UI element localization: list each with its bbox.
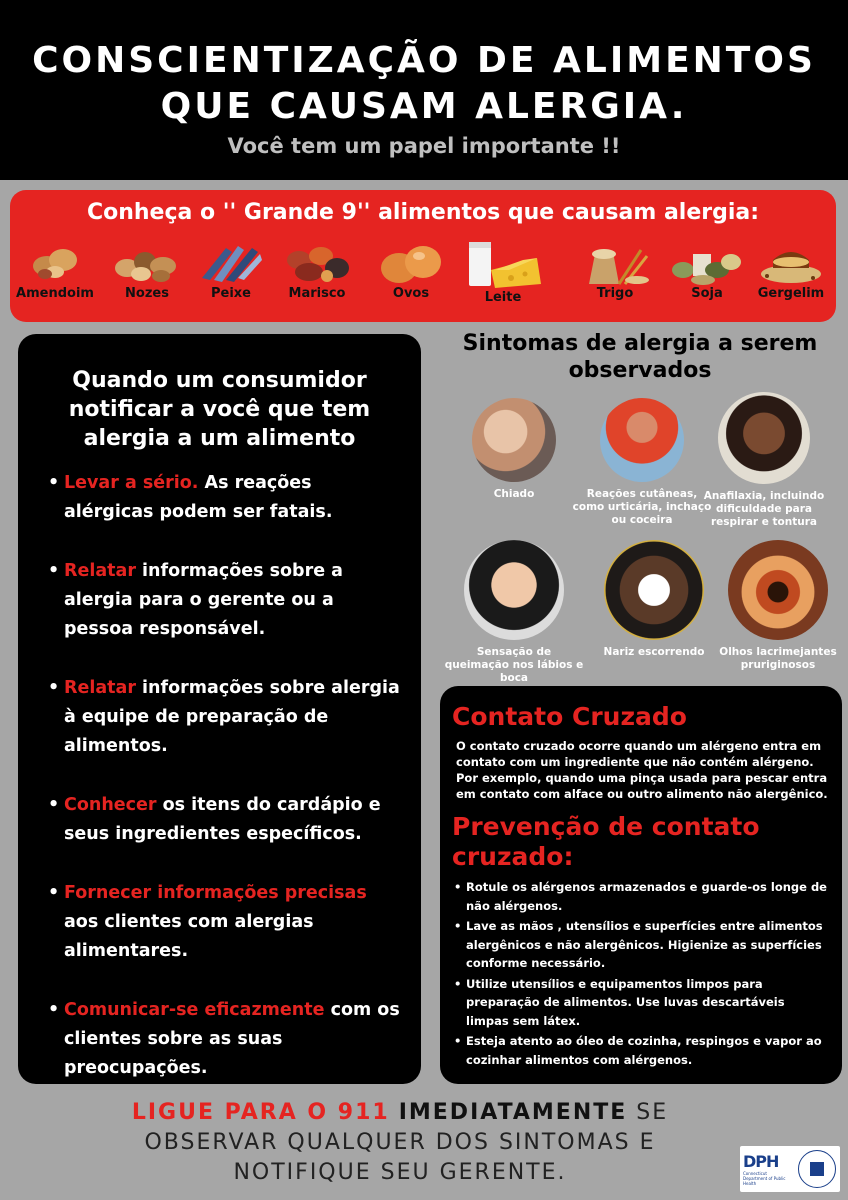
emergency-footer [60, 1098, 740, 1188]
big-nine-banner [10, 190, 836, 322]
prevention-heading: Prevenção de contato cruzado: [452, 812, 760, 871]
peanut-icon [25, 240, 85, 286]
eggs-icon [375, 240, 447, 286]
list-item: • Relatar informações sobre a alergia para o gerente ou a pessoa responsável. [48, 557, 407, 644]
symptom-watery-eyes: Olhos lacrimejantes pruriginosos [708, 540, 848, 672]
symptom-anaphylaxis: Anafilaxia, incluindo dificuldade para respirar e tontura [694, 392, 834, 529]
food-sesame: Gergelim [748, 240, 834, 301]
anaphylaxis-photo [718, 392, 810, 484]
footer-line-1: LIGUE PARA O 911 IMEDIATAMENTE SE [131, 1100, 669, 1125]
milk-cheese-icon [461, 240, 545, 290]
food-shellfish: Marisco [274, 240, 360, 301]
symptom-wheezing: Chiado [444, 398, 584, 501]
list-item: • Comunicar-se eficazmente com os clientes sobre as suas preocupações. [48, 996, 407, 1083]
list-item: • Levar a sério. As reações alérgicas podem ser fatais. [48, 469, 407, 527]
list-item: • Lave as mãos , utensílios e superfícies entre alimentos alergênicos e não alergênicos. Higienize as superfícies conforme necessário. [452, 917, 830, 973]
skin-reaction-photo [600, 398, 684, 482]
consumer-list [18, 453, 421, 1083]
fish-icon [196, 240, 266, 286]
cross-contact-heading: Contato Cruzado [452, 702, 687, 731]
runny-nose-photo [604, 540, 704, 640]
symptom-runny-nose: Nariz escorrendo [584, 540, 724, 659]
logos [740, 1146, 840, 1192]
food-wheat: Trigo [572, 240, 658, 301]
footer-line-3: NOTIFIQUE SEU GERENTE. [233, 1160, 567, 1185]
food-peanut: Amendoim [12, 240, 98, 301]
big-nine-title: Conheça o '' Grande 9'' alimentos que causam alergia: [86, 200, 760, 225]
food-nuts: Nozes [104, 240, 190, 301]
dph-logo: DPH Connecticut Department of Public Health [743, 1152, 786, 1186]
list-item: • Conhecer os itens do cardápio e seus ingredientes específicos. [48, 791, 407, 849]
cross-contact-panel [440, 686, 842, 1084]
symptom-skin: Reações cutâneas, como urticária, inchaço ou coceira [572, 398, 712, 527]
shellfish-icon [281, 240, 353, 286]
title-line-2: QUE CAUSAM ALERGIA. [160, 86, 688, 127]
title-line-1: CONSCIENTIZAÇÃO DE ALIMENTOS [32, 40, 816, 81]
consumer-heading: Quando um consumidor notificar a você que tem alergia a um alimento [68, 368, 371, 451]
consumer-notification-panel [18, 334, 421, 1084]
cross-contact-text: O contato cruzado ocorre quando um alérgeno entra em contato com um ingrediente que não contém alérgeno. Por exemplo, quando uma pinça usada para pescar entra em contato com alface ou outro alimento não alergênico. [456, 739, 828, 801]
header [0, 0, 848, 180]
subtitle: Você tem um papel importante !! [227, 134, 621, 158]
symptoms-heading: Sintomas de alergia a serem observados [462, 331, 818, 383]
nuts-icon [111, 240, 183, 286]
food-fish: Peixe [188, 240, 274, 301]
list-item: • Esteja atento ao óleo de cozinha, respingos e vapor ao cozinhar alimentos com alérgenos. [452, 1032, 830, 1069]
list-item: • Utilize utensílios e equipamentos limpos para preparação de alimentos. Use luvas descartáveis limpas sem látex. [452, 975, 830, 1031]
food-milk: Leite [460, 240, 546, 305]
accreditation-seal-icon [798, 1150, 836, 1188]
wheat-icon [579, 240, 651, 286]
list-item: • Relatar informações sobre alergia à equipe de preparação de alimentos. [48, 674, 407, 761]
soy-icon [669, 240, 745, 286]
sesame-icon [753, 240, 829, 286]
food-soy: Soja [664, 240, 750, 301]
burning-lips-photo [464, 540, 564, 640]
symptom-burning: Sensação de queimação nos lábios e boca [444, 540, 584, 685]
prevention-list [452, 878, 830, 1069]
page-title [0, 0, 848, 130]
list-item: • Fornecer informações precisas aos clientes com alergias alimentares. [48, 879, 407, 966]
footer-line-2: OBSERVAR QUALQUER DOS SINTOMAS E [144, 1130, 656, 1155]
wheezing-photo [472, 398, 556, 482]
food-eggs: Ovos [368, 240, 454, 301]
watery-eyes-photo [728, 540, 828, 640]
list-item: • Rotule os alérgenos armazenados e guarde-os longe de não alérgenos. [452, 878, 830, 915]
food-list [10, 240, 836, 320]
